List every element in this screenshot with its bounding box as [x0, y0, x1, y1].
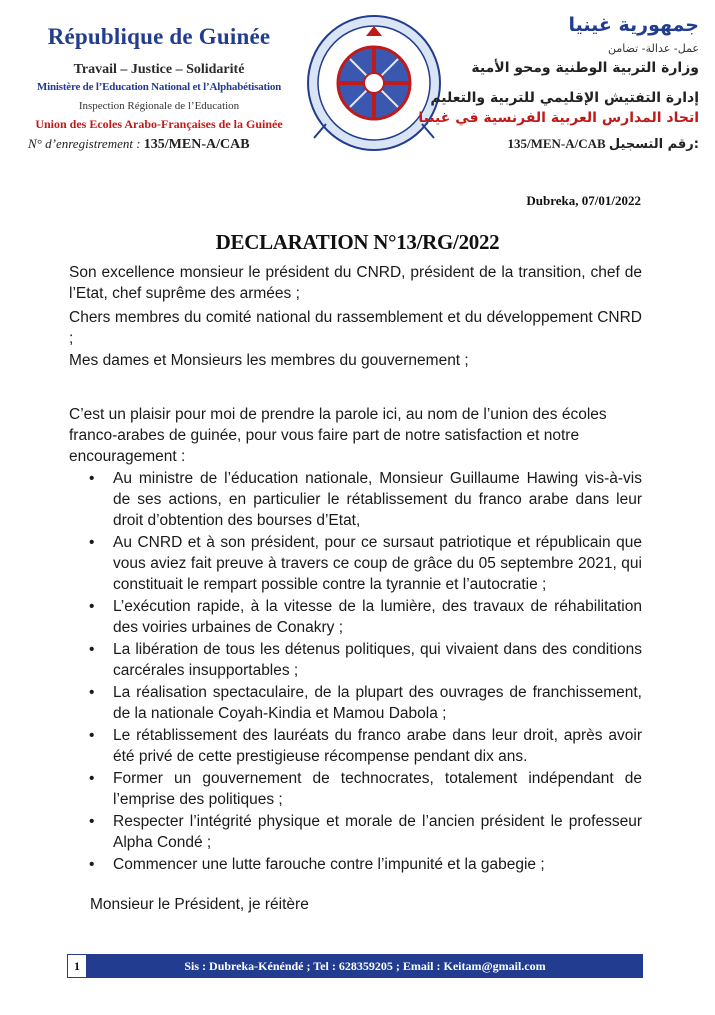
inspection-ar: إدارة التفتيش الإقليمي للتربية والتعليم [430, 90, 699, 106]
ministry-fr: Ministère de l’Education National et l’Alphabétisation [36, 81, 282, 93]
list-item: • La libération de tous les détenus politiques, qui vivaient dans des conditions carcérales insupportables ; [86, 639, 642, 681]
motto-ar: عمل- عدالة- تضامن [607, 42, 699, 55]
union-name-ar: اتحاد المدارس العربية الفرنسية في غينيا [418, 110, 699, 126]
motto-fr: Travail – Justice – Solidarité [73, 62, 245, 77]
list-item: • Respecter l’intégrité physique et morale de l’ancien président le professeur Alpha Condé ; [86, 811, 642, 853]
union-name-fr: Union des Ecoles Arabo-Françaises de la Guinée [35, 117, 283, 131]
list-item: • Au CNRD et à son président, pour ce sursaut patriotique et républicain que vous aviez fait preuve à travers ce coup de grâce du 05 septembre 2021, qui constituait le rempart possible contre la tyrannie et l’autocratie ; [86, 532, 642, 595]
country-name-fr: République de Guinée [47, 24, 271, 49]
union-seal-emblem-icon [306, 14, 442, 152]
list-item: • La réalisation spectaculaire, de la plupart des ouvrages de franchissement, de la nationale Coyah-Kindia et Mamou Dabola ; [86, 682, 642, 724]
registration-number-fr: 135/MEN-A/CAB [143, 137, 250, 152]
list-item: • Au ministre de l’éducation nationale, Monsieur Guillaume Hawing vis-à-vis de ses actions, en particulier le rétablissement du franco arabe dans leur droit d’obtention des bourses d’Etat, [86, 468, 642, 531]
list-item: • Le rétablissement des lauréats du franco arabe dans leur droit, après avoir été privé de cette prestigieuse récompense pendant dix ans. [86, 725, 642, 767]
closing-line: Monsieur le Président, je réitère [90, 896, 309, 913]
ministry-ar: وزارة التربية الوطنية ومحو الأمية [471, 60, 699, 76]
registration-ar [507, 136, 699, 152]
list-item: • Commencer une lutte farouche contre l’impunité et la gabegie ; [86, 854, 642, 875]
registration-label-fr: N° d’enregistrement : [28, 136, 141, 151]
footer-contact: Sis : Dubreka-Kénéndé ; Tel : 628359205 ; Email : Keitam@gmail.com [184, 959, 546, 973]
salutation-2: Chers membres du comité national du rassemblement et du développement CNRD ; [69, 309, 642, 347]
encouragement-list [86, 468, 642, 876]
footer-bar [67, 954, 643, 978]
declaration-title: DECLARATION N°13/RG/2022 [215, 230, 500, 254]
registration-number-ar: 135/MEN-A/CAB [507, 136, 606, 151]
list-item: • Former un gouvernement de technocrates, totalement indépendant de l’emprise des politiques ; [86, 768, 642, 810]
salutation-1: Son excellence monsieur le président du CNRD, président de la transition, chef de l’Etat, chef suprême des armées ; [69, 264, 642, 302]
country-name-ar: جمهورية غينيا [568, 14, 699, 36]
registration-fr [28, 136, 250, 153]
salutation-3: Mes dames et Monsieurs les membres du gouvernement ; [69, 352, 469, 369]
list-item: • L’exécution rapide, à la vitesse de la lumière, des travaux de réhabilitation des voiries urbaines de Conakry ; [86, 596, 642, 638]
inspection-fr: Inspection Régionale de l’Education [78, 100, 240, 112]
registration-label-ar: رقم التسجيل: [608, 137, 699, 152]
document-date: Dubreka, 07/01/2022 [526, 193, 641, 208]
page-number: 1 [67, 954, 87, 978]
intro-paragraph: C’est un plaisir pour moi de prendre la parole ici, au nom de l’union des écoles franco-arabes de guinée, pour vous faire part de notre satisfaction et notre encouragement : [69, 406, 607, 465]
